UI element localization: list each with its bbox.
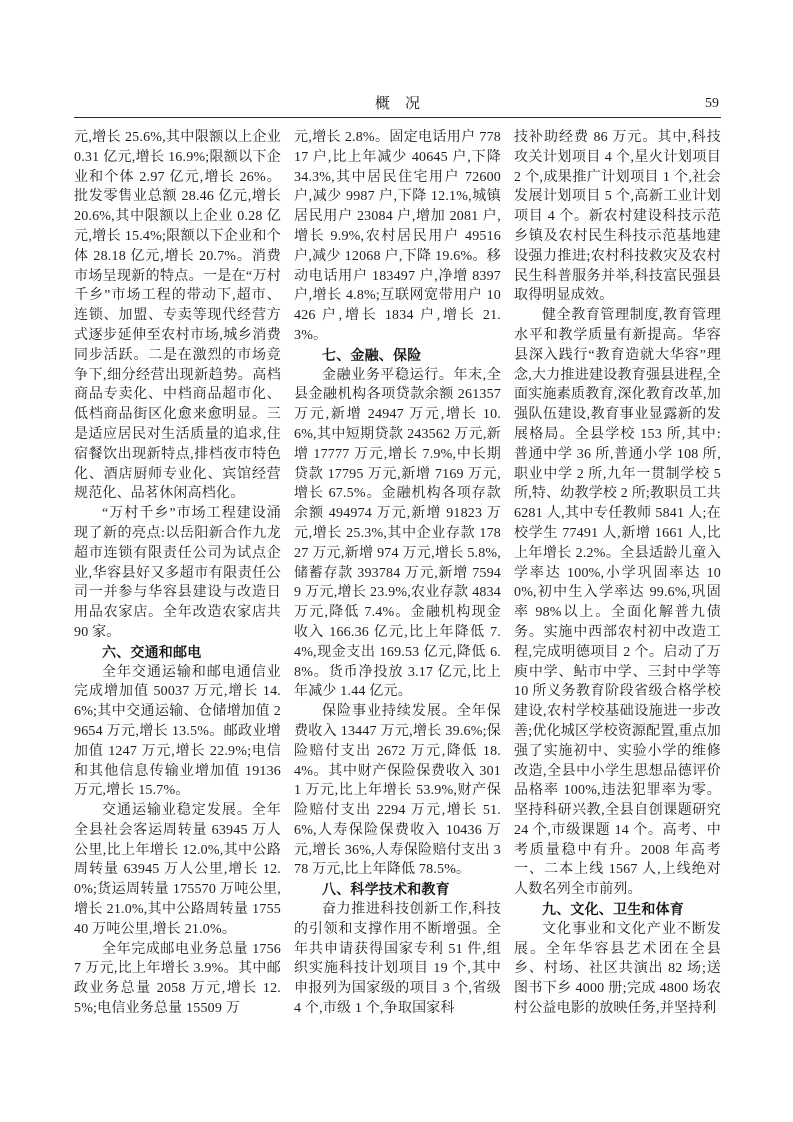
section-heading-transport-post: 六、交通和邮电	[102, 643, 202, 660]
section-heading-finance-insurance: 七、金融、保险	[322, 346, 422, 363]
header-rule	[74, 117, 721, 118]
paragraph: “万村千乡”市场工程建设涌现了新的亮点:以岳阳新合作九龙超市连锁有限责任公司为试点企业,华容县好又多超市有限责任公司一并参与华容县建设与改造日用品农家店。全年改造农家店共 90 家。	[74, 506, 281, 640]
paragraph: 交通运输业稳定发展。全年全县社会客运周转量 63945 万人公里,比上年增长 12.0%,其中公路周转量 63945 万人公里,增长 12.0%;货运周转量 175570 万吨公里,增长 21.0%,其中公路周转量 175540 万吨公里,增长 21.0%。	[74, 803, 281, 937]
paragraph: 保险事业持续发展。全年保费收入 13447 万元,增长 39.6%;保险赔付支出 2672 万元,降低 18.4%。其中财产保险保费收入 3011 万元,比上年增长 53.9%,财产保险赔付支出 2294 万元,增长 51.6%,人寿保险保费收入 10436 万元,增长 36%,人寿保险赔付支出 378 万元,比上年降低 78.5%。	[294, 704, 501, 878]
paragraph: 元,增长 2.8%。固定电话用户 77817 户,比上年减少 40645 户,下降 34.3%,其中居民住宅用户 72600 户,减少 9987 户,下降 12.1%,城镇居民用户 23084 户,增加 2081 户,增长 9.9%,农村居民用户 49516 户,减少 12068 户,下降 19.6%。移动电话用户 183497 户,净增 8397 户,增长 4.8%;互联网宽带用户 10426 户,增长 1834 户,增长 21.3%。	[294, 130, 501, 343]
paragraph: 元,增长 25.6%,其中限额以上企业 0.31 亿元,增长 16.9%;限额以下企业和个体 2.97 亿元,增长 26%。批发零售业总额 28.46 亿元,增长 20.6%,其中限额以上企业 0.28 亿元,增长 15.4%;限额以下企业和个体 28.18 亿元,增长 20.7%。消费市场呈现新的特点。一是在“万村千乡”市场工程的带动下,超市、连锁、加盟、专卖等现代经营方式逐步延伸至农村市场,城乡消费同步活跃。二是在激烈的市场竞争下,细分经营出现新趋势。高档商品专卖化、中档商品超市化、低档商品街区化愈来愈明显。三是适应居民对生活质量的追求,住宿餐饮出现新特点,排档夜市特色化、酒店厨师专业化、宾馆经营规范化、品茗休闲高档化。	[74, 130, 281, 502]
page-title: 概 况	[374, 96, 420, 112]
paragraph: 文化事业和文化产业不断发展。全年华容县艺术团在全县乡、村场、社区共演出 82 场;送图书下乡 4000 册;完成 4800 场农村公益电影的放映任务,并坚持利	[514, 921, 721, 1017]
section-heading-science-education: 八、科学技术和教育	[322, 881, 450, 898]
paragraph: 奋力推进科技创新工作,科技的引领和支撑作用不断增强。全年共申请获得国家专利 51 件,组织实施科技计划项目 19 个,其中申报列为国家级的项目 3 个,省级 4 个,市级 1 个,争取国家科	[294, 902, 501, 1017]
section-heading-culture-health-sports: 九、文化、卫生和体育	[542, 901, 684, 918]
page-header	[74, 94, 721, 114]
paragraph: 健全教育管理制度,教育管理水平和教学质量有新提高。华容县深入践行“教育造就大华容”理念,大力推进建设教育强县进程,全面实施素质教育,深化教育改革,加强队伍建设,教育事业显露新的发展格局。全县学校 153 所,其中:普通中学 36 所,普通小学 108 所,职业中学 2 所,九年一贯制学校 5 所,特、幼教学校 2 所;教职员工共 6281 人,其中专任教师 5841 人;在校学生 77491 人,新增 1661 人,比上年增长 2.2%。全县适龄儿童入学率达 100%,小学巩固率达 100%,初中生入学率达 99.6%,巩固率 98%以上。全面化解普九债务。实施中西部农村初中改造工程,完成明德项目 2 个。启动了万庾中学、鲇市中学、三封中学等 10 所义务教育阶段省级合格学校建设,农村学校基础设施进一步改善;优化城区学校资源配置,重点加强了实施初中、实验小学的维修改造,全县中小学生思想品德评价品格率 100%,违法犯罪率为零。坚持科研兴教,全县自创课题研究 24 个,市级课题 14 个。高考、中考质量稳中有升。2008 年高考一、二本上线 1567 人,上线绝对人数名列全市前列。	[514, 308, 721, 898]
text-column-2	[294, 128, 501, 1019]
text-column-1	[74, 128, 281, 1019]
page-number: 59	[705, 96, 719, 111]
text-column-3	[514, 128, 721, 1019]
paragraph: 全年交通运输和邮电通信业完成增加值 50037 万元,增长 14.6%;其中交通运输、仓储增加值 29654 万元,增长 13.5%。邮政业增加值 1247 万元,增长 22.9%;电信和其他信息传输业增加值 19136 万元,增长 15.7%。	[74, 664, 281, 799]
paragraph: 全年完成邮电业务总量 17567 万元,比上年增长 3.9%。其中邮政业务总量 2058 万元,增长 12.5%;电信业务总量 15509 万	[74, 941, 281, 1017]
paragraph: 技补助经费 86 万元。其中,科技攻关计划项目 4 个,星火计划项目 2 个,成果推广计划项目 1 个,社会发展计划项目 5 个,高新工业计划项目 4 个。新农村建设科技示范乡镇及农村民生科技示范基地建设强力推进;农村科技救灾及农村民生科普服务并举,科技富民强县取得明显成效。	[514, 130, 721, 304]
paragraph: 金融业务平稳运行。年末,全县金融机构各项贷款余额 261357 万元,新增 24947 万元,增长 10.6%,其中短期贷款 243562 万元,新增 17777 万元,增长 7.9%,中长期贷款 17795 万元,新增 7169 万元,增长 67.5%。金融机构各项存款余额 494974 万元,新增 91823 万元,增长 25.3%,其中企业存款 17827 万元,新增 974 万元,增长 5.8%,储蓄存款 393784 万元,新增 75949 万元,增长 23.9%,农业存款 4834 万元,降低 7.4%。金融机构现金收入 166.36 亿元,比上年降低 7.4%,现金支出 169.53 亿元,降低 6.8%。货币净投放 3.17 亿元,比上年减少 1.44 亿元。	[294, 367, 501, 700]
text-columns	[74, 128, 721, 1019]
